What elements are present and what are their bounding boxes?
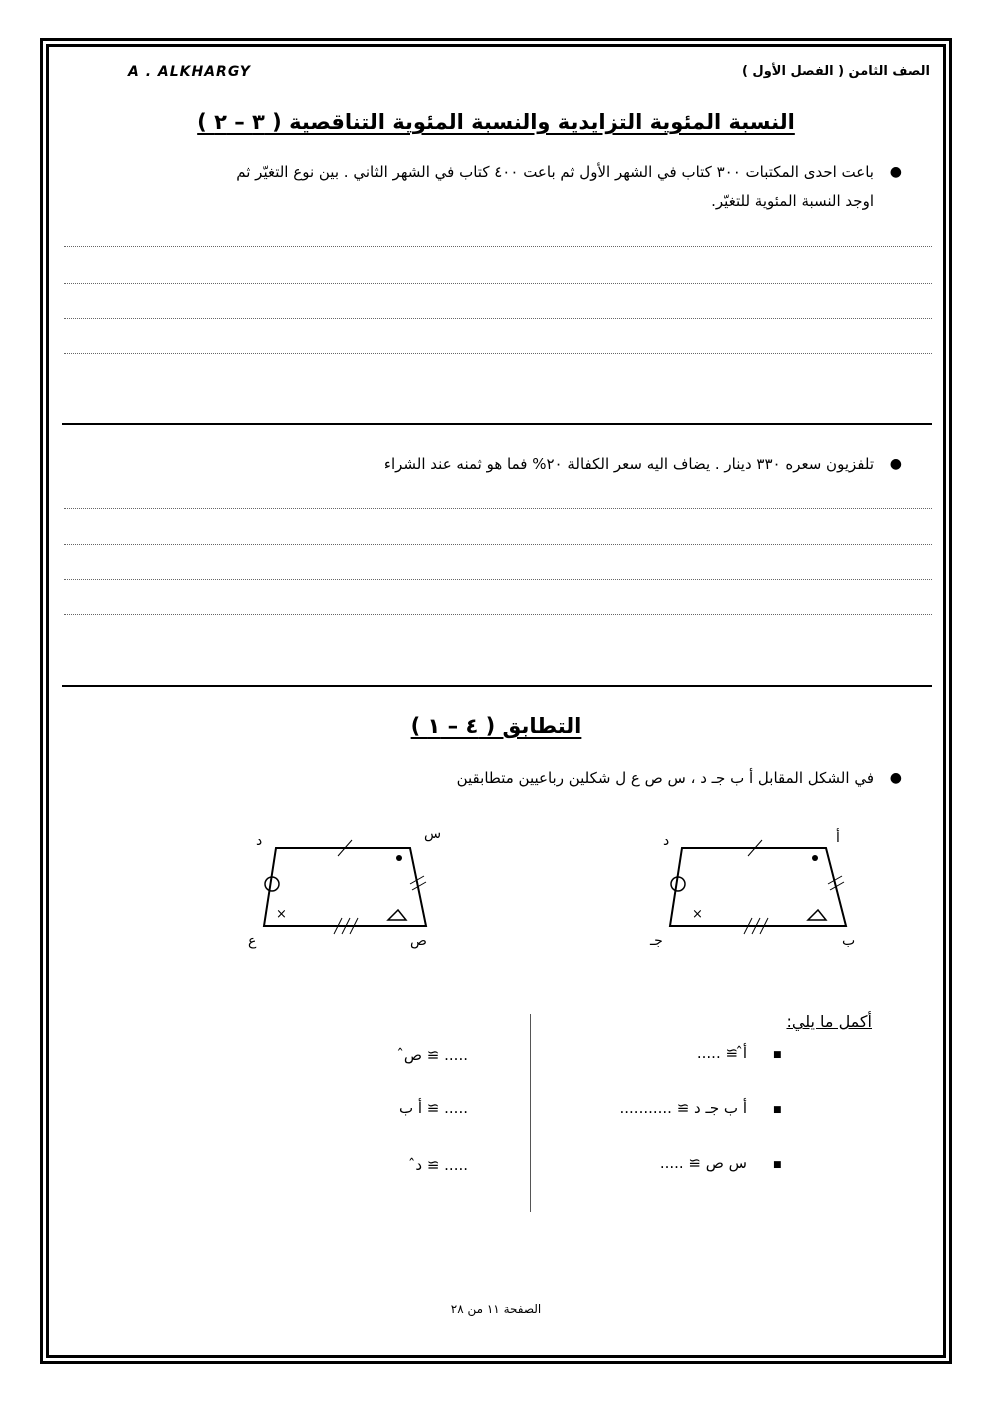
square-bullet: ■: [773, 1160, 782, 1170]
question-2: تلفزيون سعره ٣٣٠ دينار . يضاف اليه سعر الكفالة ٢٠% فما هو ثمنه عند الشراء: [383, 455, 874, 473]
complete-label: أكمل ما يلي:: [786, 1012, 872, 1031]
bullet-q1: ●: [889, 164, 902, 180]
section2-title: التطابق ( ٤ – ١ ): [410, 714, 582, 738]
angle-mark-x: ×: [276, 907, 287, 922]
label-d2: د: [256, 833, 263, 849]
bullet-q2: ●: [889, 456, 902, 472]
complete-item-2: أ ب جـ د ≅ ...........: [619, 1099, 747, 1117]
label-a: أ: [836, 830, 840, 846]
complete-item-6: ..... ≅ د̂: [415, 1156, 468, 1174]
complete-item-5: ..... ≅ أ ب: [398, 1099, 468, 1117]
label-e: ع: [248, 933, 257, 949]
column-divider: [530, 1014, 531, 1212]
label-d: د: [663, 833, 670, 849]
page-number: الصفحة ١١ من ٢٨: [450, 1302, 542, 1316]
author-name: A . ALKHARGY: [128, 64, 251, 80]
label-b: ب: [842, 933, 856, 949]
question-3: في الشكل المقابل أ ب جـ د ، س ص ع ل شكلين رباعيين متطابقين: [456, 769, 874, 787]
angle-mark-x: ×: [692, 907, 703, 922]
grade-label: الصف الثامن ( الفصل الأول ): [741, 64, 930, 79]
square-bullet: ■: [773, 1050, 782, 1060]
square-bullet: ■: [773, 1105, 782, 1115]
question-1-line1: باعت احدى المكتبات ٣٠٠ كتاب في الشهر الأول ثم باعت ٤٠٠ كتاب في الشهر الثاني . بين نوع التغيّر ثم: [236, 163, 874, 181]
label-s2: ص: [410, 933, 427, 949]
bullet-q3: ●: [889, 770, 902, 786]
complete-item-4: ..... ≅ ص̂: [403, 1046, 468, 1064]
label-j: جـ: [650, 933, 663, 949]
quadrilateral-sse: [264, 840, 426, 934]
label-s: س: [424, 826, 442, 842]
question-1-line2: اوجد النسبة المئوية للتغيّر.: [711, 192, 874, 210]
section1-title: النسبة المئوية التزايدية والنسبة المئوية التناقصية ( ٣ – ٢ ): [197, 110, 795, 134]
complete-item-3: س ص ≅ .....: [659, 1154, 747, 1172]
complete-item-1: أ̂ ≅ .....: [696, 1044, 747, 1062]
